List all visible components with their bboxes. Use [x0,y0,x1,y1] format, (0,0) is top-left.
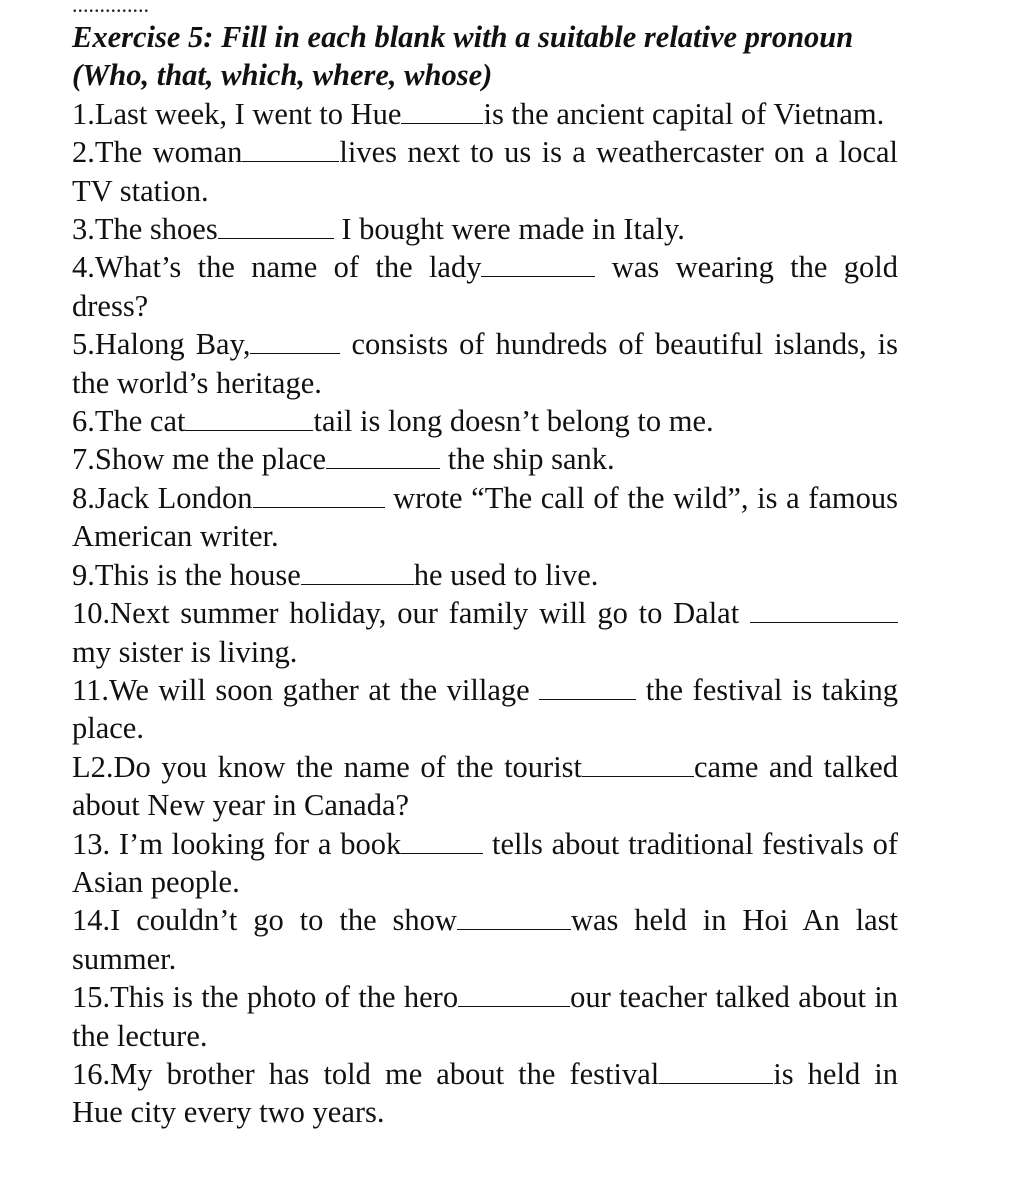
question-text: tail is long doesn’t belong to me. [313,404,714,439]
question-text: was held in Hoi An last summer. [72,903,898,976]
question-text: 11.We will soon gather at the village [72,672,540,707]
question-12 [72,748,898,825]
answer-blank[interactable] [326,442,440,469]
answer-blank[interactable] [659,1057,773,1084]
question-text: 1.Last week, I went to Hue [72,96,402,131]
answer-blank[interactable] [582,750,694,777]
answer-blank[interactable] [458,980,570,1007]
answer-blank[interactable] [539,673,636,700]
question-text: 2.The woman [72,135,243,170]
question-10 [72,594,898,671]
question-2 [72,133,898,210]
answer-blank[interactable] [401,97,483,124]
question-text: was wearing the gold dress? [72,250,898,323]
question-text: 4.What’s the name of the lady [72,250,482,285]
question-text: our teacher talked about in the lecture. [72,980,898,1053]
question-text: consists of hundreds of beautiful islands, is the world’s heritage. [72,327,898,400]
question-8 [72,479,898,556]
question-text: 7.Show me the place [72,442,327,477]
question-text: 15.This is the photo of the hero [72,980,459,1015]
question-text: 5.Halong Bay, [72,327,251,362]
answer-blank[interactable] [250,327,340,354]
answer-blank[interactable] [253,481,385,508]
question-text: wrote “The call of the wild”, is a famous American writer. [72,480,898,554]
answer-blank[interactable] [218,212,334,239]
question-text: came and talked about New year in Canada? [72,749,898,823]
question-text: 3.The shoes [72,212,218,247]
question-text: is the ancient capital of Vietnam. [483,96,885,131]
question-text: my sister is living. [72,634,298,669]
question-text: 13. I’m looking for a book [72,826,402,861]
question-text: lives next to us is a weathercaster on a local TV station. [72,135,898,208]
answer-blank[interactable] [750,596,898,623]
answer-blank[interactable] [185,404,313,431]
question-7 [72,440,898,478]
question-text: 6.The cat [72,404,186,439]
question-text: the ship sank. [440,442,615,477]
header-dots: .............. [72,0,149,17]
question-6 [72,402,898,440]
question-text: 16.My brother has told me about the festival [72,1056,660,1091]
exercise-heading: Exercise 5: Fill in each blank with a suitable relative pronoun (Who, that, which, where, whose) [72,20,854,93]
question-text: 9.This is the house [72,557,301,592]
question-14 [72,901,898,978]
worksheet [72,0,898,1132]
question-text: is held in Hue city every two years. [72,1056,898,1130]
question-15 [72,978,898,1055]
question-3 [72,210,898,248]
question-text: tells about traditional festivals of Asian people. [72,826,898,899]
answer-blank[interactable] [242,135,339,162]
question-9 [72,556,898,594]
answer-blank[interactable] [481,250,595,277]
question-1 [72,95,898,133]
question-13 [72,825,898,902]
question-text: 8.Jack London [72,480,253,515]
question-text: I bought were made in Italy. [333,212,685,247]
question-text: he used to live. [413,557,599,592]
question-text: L2.Do you know the name of the tourist [72,749,583,784]
question-text: the festival is taking place. [72,672,898,746]
question-text: 14.I couldn’t go to the show [72,903,457,938]
question-5 [72,325,898,402]
question-text: 10.Next summer holiday, our family will go to Dalat [72,596,750,631]
answer-blank[interactable] [457,903,571,930]
question-11 [72,671,898,748]
question-4 [72,248,898,325]
answer-blank[interactable] [401,827,483,854]
answer-blank[interactable] [301,558,414,585]
question-16 [72,1055,898,1132]
